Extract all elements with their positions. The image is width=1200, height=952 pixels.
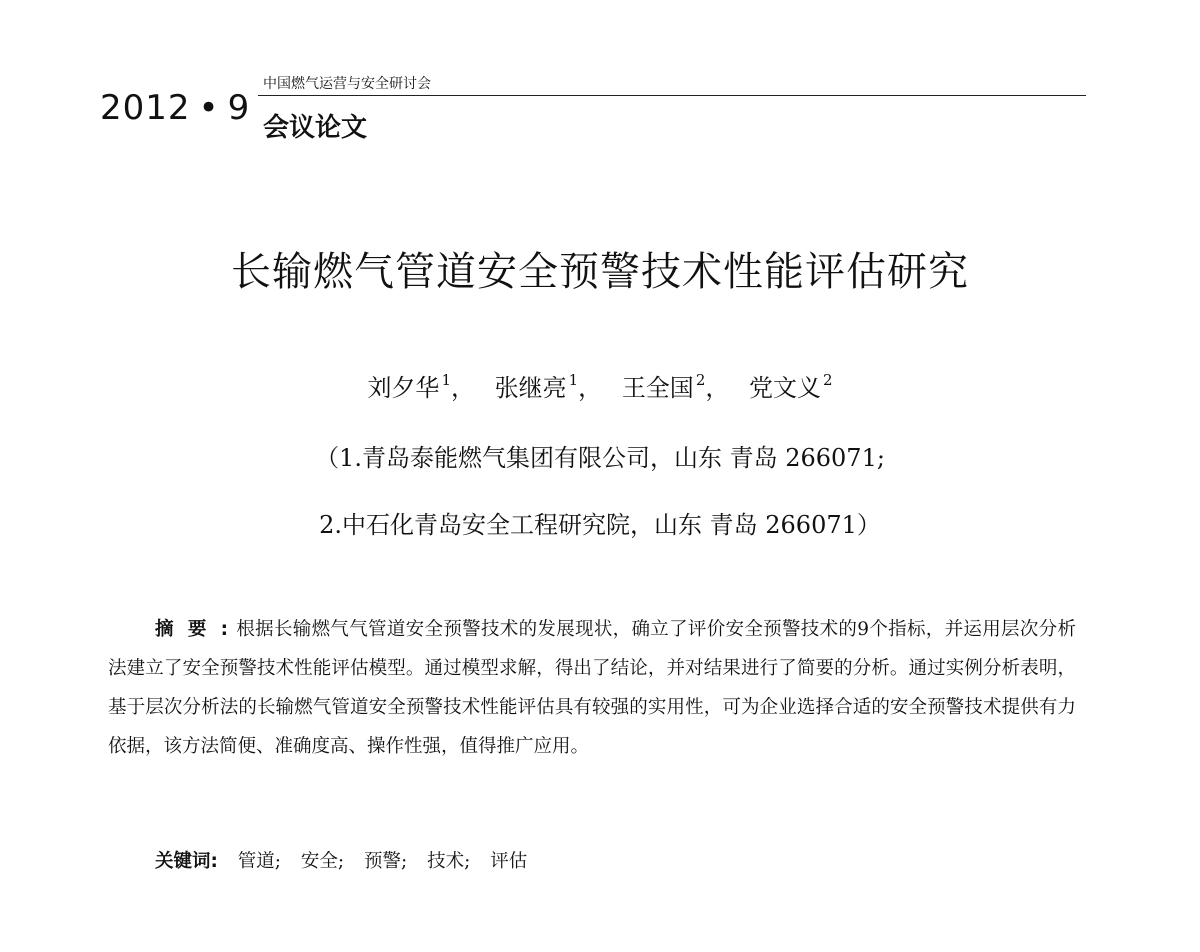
keyword-item: 技术; bbox=[427, 851, 471, 872]
author-name: 刘夕华 bbox=[367, 374, 440, 402]
keyword-item: 管道; bbox=[237, 851, 282, 872]
author-name: 张继亮 bbox=[494, 374, 567, 402]
abstract-label: 摘要: bbox=[155, 619, 243, 640]
affiliation-1: （1.青岛泰能燃气集团有限公司，山东 青岛 266071; bbox=[315, 444, 885, 472]
author-list bbox=[0, 368, 1200, 403]
author-item bbox=[495, 368, 603, 403]
abstract bbox=[108, 610, 1076, 766]
abstract-text: 根据长输燃气气管道安全预警技术的发展现状，确立了评价安全预警技术的9个指标，并运用层次分析法建立了安全预警技术性能评估模型。通过模型求解，得出了结论，并对结果进行了简要的分析。通过实例分析表明，基于层次分析法的长输燃气管道安全预警技术性能评估具有较强的实用性，可为企业选择合适的安全预警技术提供有力依据，该方法简便、准确度高、操作性强，值得推广应用。 bbox=[108, 619, 1076, 757]
author-item bbox=[367, 368, 475, 403]
paper-title: 长输燃气管道安全预警技术性能评估研究 bbox=[231, 249, 969, 295]
conference-name: 中国燃气运营与安全研讨会 bbox=[263, 76, 431, 92]
author-item bbox=[622, 368, 730, 403]
author-affiliation-mark: 1 bbox=[441, 371, 451, 389]
separator-dot: • bbox=[198, 88, 220, 128]
author-separator: ， bbox=[450, 374, 475, 402]
author-name: 党文义 bbox=[749, 374, 821, 402]
header-divider bbox=[258, 95, 1086, 96]
author-affiliation-mark: 2 bbox=[695, 371, 706, 389]
author-name: 王全国 bbox=[621, 374, 694, 402]
author-separator: ， bbox=[705, 374, 730, 402]
document-type: 会议论文 bbox=[263, 113, 368, 143]
keyword-item: 安全; bbox=[300, 851, 345, 872]
author-affiliation-mark: 2 bbox=[823, 371, 833, 389]
year-text: 2012 bbox=[100, 88, 191, 128]
keywords-label: 关键词: bbox=[155, 851, 218, 872]
issue-date bbox=[100, 88, 250, 128]
keywords bbox=[155, 847, 541, 873]
keyword-item: 评估 bbox=[490, 851, 528, 872]
issue-number: 9 bbox=[227, 88, 251, 128]
author-separator: ， bbox=[578, 374, 603, 402]
author-affiliation-mark: 1 bbox=[568, 371, 579, 389]
author-item bbox=[749, 368, 833, 403]
affiliation-2: 2.中石化青岛安全工程研究院，山东 青岛 266071） bbox=[319, 511, 881, 539]
keyword-item: 预警; bbox=[364, 851, 408, 872]
